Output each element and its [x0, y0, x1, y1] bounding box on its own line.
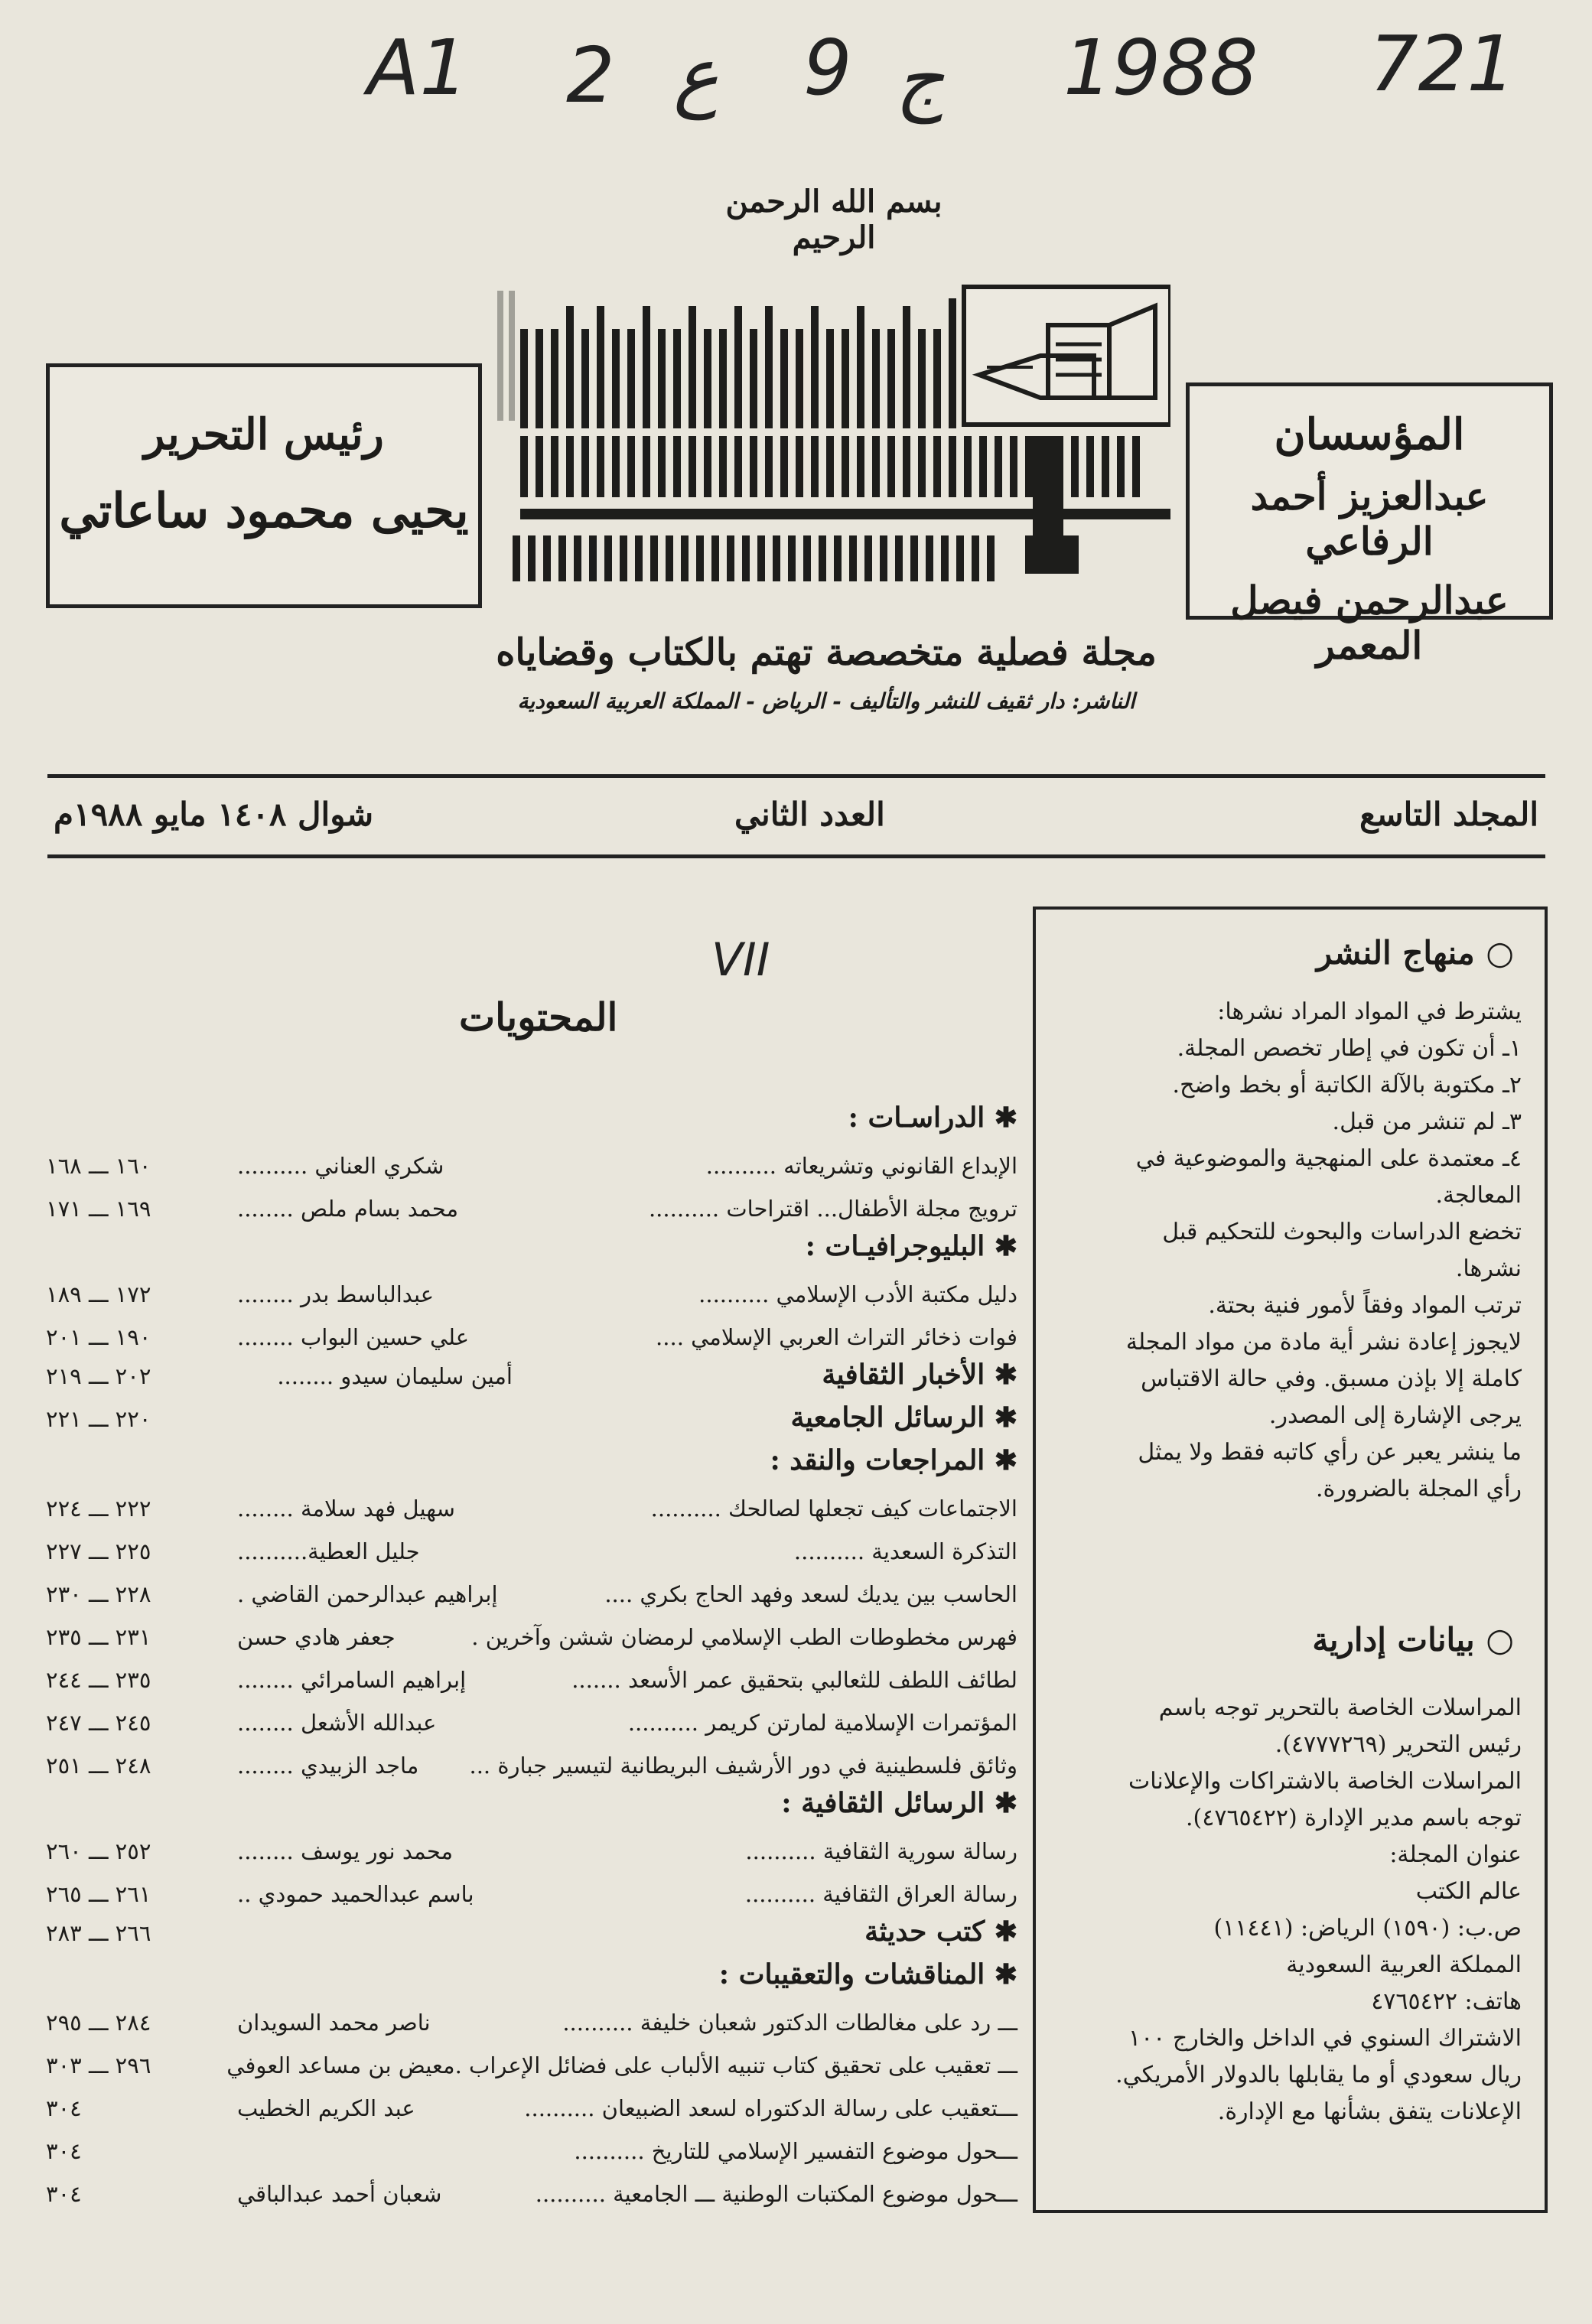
- admin-info-line: الإعلانات يتفق بشأنها مع الإدارة.: [1217, 2098, 1522, 2125]
- section-cultural-news: [822, 1359, 1017, 1391]
- toc-entry-author: ناصر محمد السويدان: [237, 2010, 431, 2036]
- publishing-title: منهاج النشر: [1316, 934, 1475, 972]
- publishing-rule-line: نشرها.: [1455, 1255, 1522, 1282]
- toc-page-range: ٣٠٤: [46, 2181, 82, 2207]
- toc-entry-author: أمين سليمان سيدو ........: [277, 1363, 513, 1389]
- admin-info-line: ص.ب: (١٥٩٠) الرياض: (١١٤٤١): [1213, 1915, 1522, 1942]
- publishing-rule-line: رأي المجلة بالضرورة.: [1315, 1476, 1522, 1502]
- asterisk-icon: ✱: [985, 1230, 1017, 1262]
- toc-entry[interactable]: [46, 2001, 1017, 2044]
- toc-entry-title: لطائف اللطف للثعالبي بتحقيق عمر الأسعد .......: [571, 1667, 1017, 1693]
- section-university-theses: [791, 1401, 1017, 1434]
- toc-entry-author: علي حسين البواب ........: [237, 1324, 470, 1350]
- handwritten-ref-d: 9: [803, 23, 852, 112]
- section-label: المناقشات والتعقيبات :: [718, 1958, 985, 1990]
- handwritten-ref-e: ج: [895, 34, 945, 124]
- admin-info-line: عنوان المجلة:: [1389, 1841, 1522, 1868]
- founder-2: عبدالرحمن فيصل المعمر: [1230, 578, 1509, 668]
- toc-entry-title: رسالة العراق الثقافية ..........: [744, 1881, 1017, 1907]
- publishing-rule-line: ٢ـ مكتوبة بالآلة الكاتبة أو بخط واضح.: [1172, 1072, 1522, 1099]
- toc-entry-title: الإبداع القانوني وتشريعاته ..........: [705, 1153, 1017, 1179]
- handwritten-ref-num: 721: [1369, 19, 1515, 109]
- asterisk-icon: ✱: [985, 1359, 1017, 1391]
- toc-entry-title: ترويج مجلة الأطفال... اقتراحات ..........: [648, 1196, 1017, 1222]
- section-studies: [848, 1102, 1017, 1134]
- section-label: كتب حديثة: [864, 1916, 985, 1948]
- toc-entry[interactable]: [46, 1530, 1017, 1573]
- toc-page-range: ٢٢٢ ـــ ٢٢٤: [46, 1496, 151, 1522]
- editor-label: رئيس التحرير: [144, 409, 384, 460]
- publishing-rule-line: تخضع الدراسات والبحوث للتحكيم قبل: [1162, 1219, 1522, 1245]
- toc-entry[interactable]: [46, 1830, 1017, 1873]
- toc-page-range: ٢٥٢ ـــ ٢٦٠: [46, 1838, 151, 1864]
- toc-entry-author: عبدالله الأشعل ........: [237, 1710, 437, 1736]
- toc-entry[interactable]: [46, 1701, 1017, 1744]
- toc-entry-author: جعفر هادي حسن: [237, 1624, 396, 1650]
- section-label: الرسائل الثقافية :: [781, 1787, 985, 1819]
- toc-page-range: ١٩٠ ـــ ٢٠١: [46, 1324, 151, 1350]
- toc-entry[interactable]: [46, 1487, 1017, 1530]
- toc-entry-author: سهيل فهد سلامة ........: [237, 1496, 455, 1522]
- toc-entry-author: محمد بسام ملص ........: [237, 1196, 459, 1222]
- toc-entry-author: ماجد الزبيدي ........: [237, 1753, 419, 1779]
- toc-page-range: ٢٠٢ ـــ ٢١٩: [46, 1363, 151, 1389]
- toc-page-range: ٢٢٥ ـــ ٢٢٧: [46, 1538, 151, 1564]
- toc-entry-title: رسالة سورية الثقافية ..........: [745, 1838, 1017, 1864]
- issue-date: شوال ١٤٠٨ مايو ١٩٨٨م: [54, 796, 374, 833]
- toc-page-range: ٢٦١ ـــ ٢٦٥: [46, 1881, 151, 1907]
- toc-page-range: ٢٤٥ ـــ ٢٤٧: [46, 1710, 151, 1736]
- toc-entry-author: محمد نور يوسف ........: [237, 1838, 454, 1864]
- section-label: البليوجرافيـات :: [805, 1230, 985, 1262]
- toc-entry[interactable]: [46, 1744, 1017, 1787]
- publishing-rule-line: يرجى الإشارة إلى المصدر.: [1268, 1402, 1522, 1429]
- toc-entry-author: جليل العطية..........: [237, 1538, 420, 1564]
- publishing-rule-line: ٤ـ معتمدة على المنهجية والموضوعية في: [1135, 1145, 1522, 1172]
- hand-book-icon: [964, 287, 1170, 425]
- admin-info-line: توجه باسم مدير الإدارة (٤٧٦٥٤٢٢).: [1185, 1805, 1522, 1831]
- publishing-title-row: [1317, 934, 1514, 972]
- toc-entry[interactable]: [46, 2173, 1017, 2215]
- section-bibliographies: [806, 1230, 1017, 1262]
- handwritten-ref-b: 2: [566, 31, 615, 120]
- toc-page-range: ٢٤٨ ـــ ٢٥١: [46, 1753, 151, 1779]
- toc-entry-author: شكري العناني ..........: [237, 1153, 444, 1179]
- asterisk-icon: ✱: [985, 1401, 1017, 1434]
- admin-title: بيانات إدارية: [1312, 1621, 1475, 1658]
- publishing-rule-line: ترتب المواد وفقاً لأمور فنية بحتة.: [1208, 1292, 1522, 1319]
- magazine-subtitle: مجلة فصلية متخصصة تهتم بالكتاب وقضاياه: [496, 631, 1157, 674]
- toc-entry[interactable]: [46, 1658, 1017, 1701]
- admin-info-line: عالم الكتب: [1415, 1878, 1522, 1905]
- toc-page-range: ٢٩٦ ـــ ٣٠٣: [46, 2052, 151, 2078]
- toc-entry-title: ـــ تعقيب على تحقيق كتاب تنبيه الألباب على فضائل الإعراب .: [454, 2052, 1017, 2078]
- publishing-rule-line: المعالجة.: [1435, 1182, 1522, 1209]
- circle-bullet-icon: ○: [1486, 1621, 1514, 1658]
- toc-entry-author: عبد الكريم الخطيب: [237, 2095, 415, 2121]
- asterisk-icon: ✱: [985, 1444, 1017, 1476]
- issue-bar-top-rule: [47, 774, 1545, 778]
- toc-page-range: ٢٣٥ ـــ ٢٤٤: [46, 1667, 151, 1693]
- publishing-rule-line: ما ينشر يعبر عن رأي كاتبه فقط ولا يمثل: [1138, 1439, 1522, 1466]
- toc-page-range: ١٦٩ ـــ ١٧١: [46, 1196, 151, 1222]
- admin-info-line: المملكة العربية السعودية: [1286, 1951, 1522, 1978]
- section-label: الرسائل الجامعية: [790, 1401, 985, 1434]
- toc-entry-title: ـــحول موضوع المكتبات الوطنية ـــ الجامعية ..........: [535, 2181, 1017, 2207]
- toc-entry[interactable]: [46, 1573, 1017, 1616]
- editor-box: [46, 363, 482, 608]
- toc-entry[interactable]: [46, 1187, 1017, 1230]
- admin-info: [1063, 1690, 1522, 2130]
- toc-entry-author: باسم عبدالحميد حمودي ..: [237, 1881, 474, 1907]
- toc-page-range: ٢٢٨ ـــ ٢٣٠: [46, 1581, 151, 1607]
- asterisk-icon: ✱: [985, 1916, 1017, 1948]
- section-label: الأخبار الثقافية: [822, 1359, 985, 1391]
- toc-entry[interactable]: [46, 2044, 1017, 2087]
- asterisk-icon: ✱: [985, 1958, 1017, 1990]
- toc-entry-title: المؤتمرات الإسلامية لمارتن كريمر ..........: [627, 1710, 1017, 1736]
- publishing-rule-line: كاملة إلا بإذن مسبق. وفي حالة الاقتباس: [1141, 1365, 1522, 1392]
- publishing-intro: يشترط في المواد المراد نشرها:: [1217, 998, 1522, 1025]
- publishing-rule-line: ١ـ أن تكون في إطار تخصص المجلة.: [1177, 1035, 1522, 1062]
- toc-page-range: ٢٦٦ ـــ ٢٨٣: [46, 1920, 151, 1946]
- section-label: المراجعات والنقد :: [770, 1444, 985, 1476]
- toc-entry-author: شعبان أحمد عبدالباقي: [237, 2181, 442, 2207]
- toc-entry-title: دليل مكتبة الأدب الإسلامي ..........: [698, 1281, 1017, 1307]
- toc-entry[interactable]: [46, 1616, 1017, 1658]
- handwritten-ref-year: 1988: [1063, 23, 1258, 112]
- publishing-rule-line: لايجوز إعادة نشر أية مادة من مواد المجلة: [1125, 1329, 1522, 1356]
- toc-page-range: ٣٠٤: [46, 2095, 82, 2121]
- toc-entry[interactable]: [46, 1316, 1017, 1359]
- admin-info-line: هاتف: ٤٧٦٥٤٢٢: [1371, 1988, 1522, 2015]
- handwritten-toc-note: VII: [711, 933, 770, 987]
- toc-heading: المحتويات: [459, 994, 618, 1040]
- toc-page-range: ٢٣١ ـــ ٢٣٥: [46, 1624, 151, 1650]
- section-discussions: [719, 1958, 1017, 1990]
- admin-info-line: المراسلات الخاصة بالتحرير توجه باسم: [1158, 1694, 1522, 1721]
- issue-bar-bottom-rule: [47, 854, 1545, 858]
- toc-entry[interactable]: [46, 1144, 1017, 1187]
- circle-bullet-icon: ○: [1486, 934, 1514, 972]
- admin-info-line: الاشتراك السنوي في الداخل والخارج ١٠٠: [1128, 2025, 1522, 2052]
- toc-entry-author: إبراهيم السامرائي ........: [237, 1667, 467, 1693]
- section-reviews: [770, 1444, 1017, 1476]
- issue-number: العدد الثاني: [734, 796, 885, 833]
- publishing-rules: [1063, 994, 1522, 1508]
- publisher-line: الناشر: دار ثقيف للنشر والتأليف - الرياض - المملكة العربية السعودية: [517, 688, 1135, 714]
- toc-entry-title: الاجتماعات كيف تجعلها لصالحك ..........: [650, 1496, 1017, 1522]
- toc-page-range: ٢٨٤ ـــ ٢٩٥: [46, 2010, 151, 2036]
- section-recent-books: [864, 1916, 1017, 1948]
- toc-entry-title: فهرس مخطوطات الطب الإسلامي لرمضان ششن وآخرين .: [471, 1624, 1017, 1650]
- toc-entry-title: فوات ذخائر التراث العربي الإسلامي ....: [656, 1324, 1017, 1350]
- toc-entry[interactable]: [46, 1873, 1017, 1916]
- toc-entry[interactable]: [46, 2087, 1017, 2130]
- toc-entry-title: ـــتعقيب على رسالة الدكتوراه لسعد الضبيعان ..........: [524, 2095, 1017, 2121]
- info-panel: [1033, 906, 1548, 2213]
- admin-info-line: ريال سعودي أو ما يقابلها بالدولار الأمريكي.: [1115, 2062, 1522, 2088]
- asterisk-icon: ✱: [985, 1787, 1017, 1819]
- founder-1: عبدالعزيز أحمد الرفاعي: [1250, 474, 1489, 564]
- toc-page-range: ١٦٠ ـــ ١٦٨: [46, 1153, 151, 1179]
- handwritten-ref-c: ع: [673, 31, 719, 120]
- editor-name: يحيى محمود ساعاتي: [59, 483, 469, 539]
- toc-entry-title: الحاسب بين يديك لسعد وفهد الحاج بكري ....: [604, 1581, 1017, 1607]
- handwritten-ref-a: A1: [367, 23, 469, 112]
- toc-entry-title: ـــ رد على مغالطات الدكتور شعبان خليفة ..........: [562, 2010, 1017, 2036]
- toc-page-range: ٢٢٠ ـــ ٢٢١: [46, 1406, 151, 1432]
- section-label: الدراسـات :: [848, 1102, 985, 1134]
- asterisk-icon: ✱: [985, 1102, 1017, 1134]
- masthead-logo: [497, 283, 1170, 612]
- toc-entry[interactable]: [46, 2130, 1017, 2173]
- toc-entry-title: ـــحول موضوع التفسير الإسلامي للتاريخ ..........: [574, 2138, 1017, 2164]
- toc-page-range: ٣٠٤: [46, 2138, 82, 2164]
- admin-info-line: رئيس التحرير (٤٧٧٧٢٦٩).: [1275, 1731, 1522, 1758]
- founders-box: [1186, 382, 1553, 668]
- admin-info-line: المراسلات الخاصة بالاشتراكات والإعلانات: [1128, 1768, 1522, 1795]
- toc-entry-author: إبراهيم عبدالرحمن القاضي .: [237, 1581, 498, 1607]
- toc-entry-author: معيض بن مساعد العوفي: [226, 2052, 455, 2078]
- section-cultural-letters: [781, 1787, 1017, 1819]
- publishing-rule-line: ٣ـ لم تنشر من قبل.: [1332, 1108, 1522, 1135]
- issue-volume: المجلد التاسع: [1359, 796, 1538, 833]
- toc-entry-author: عبدالباسط بدر ........: [237, 1281, 435, 1307]
- founders-label: المؤسسان: [1274, 409, 1465, 460]
- toc-entry-title: وثائق فلسطينية في دور الأرشيف البريطانية لتيسير جبارة ...: [469, 1753, 1017, 1779]
- admin-title-row: [1312, 1621, 1514, 1658]
- toc-entry-title: التذكرة السعدية ..........: [793, 1538, 1017, 1564]
- toc-page-range: ١٧٢ ـــ ١٨٩: [46, 1281, 151, 1307]
- table-of-contents: [46, 1102, 1017, 2218]
- toc-entry[interactable]: [46, 1273, 1017, 1316]
- basmala: بسم الله الرحمن الرحيم: [725, 184, 943, 256]
